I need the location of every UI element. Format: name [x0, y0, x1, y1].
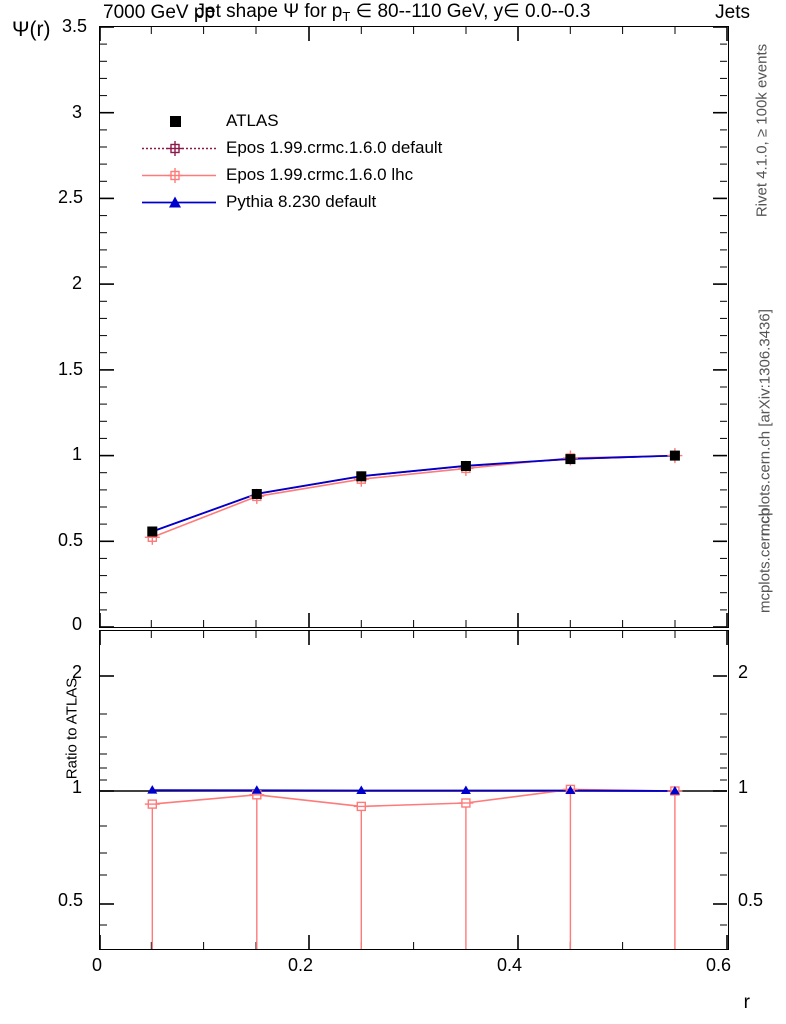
legend-label-epos-default: Epos 1.99.crmc.1.6.0 default	[226, 138, 443, 157]
header-right-label: Jets	[715, 2, 750, 23]
legend-label-atlas: ATLAS	[226, 111, 279, 130]
ratio-line-epos-lhc	[152, 789, 675, 806]
legend-marker-pythia	[140, 189, 218, 216]
ratio-line-pythia	[152, 790, 675, 791]
title-post: ∈ 80--110 GeV, y∈ 0.0--0.3	[350, 1, 591, 22]
ratio-errorbars-epos-lhc	[152, 789, 675, 949]
xtick-label-0.6: 0.6	[706, 955, 732, 975]
ratio-ytick-label-0.5-right: 0.5	[738, 890, 764, 910]
arxiv-reference-label: mcplots.cern.ch [arXiv:1306.3436]	[756, 309, 774, 536]
ratio-ytick-label-1-right: 1	[738, 777, 749, 797]
ytick-label-3.5: 3.5	[62, 16, 88, 36]
header-left-label: 7000 GeV pp	[103, 2, 215, 23]
x-axis-label: r	[743, 992, 750, 1013]
ytick-label-3: 3	[72, 102, 83, 122]
series-line-epos-default	[152, 456, 675, 532]
y-axis-label-main: Ψ(r)	[12, 18, 51, 41]
ytick-label-2: 2	[72, 273, 83, 293]
legend-marker-epos-default	[140, 135, 218, 162]
title-pre: Jet shape	[195, 1, 284, 22]
ytick-label-1: 1	[72, 444, 83, 464]
title-mid: for p	[299, 1, 343, 22]
rivet-version-label: Rivet 4.1.0, ≥ 100k events	[753, 43, 771, 218]
series-markers-atlas	[147, 451, 680, 537]
series-line-epos-lhc	[152, 456, 675, 538]
ytick-label-0: 0	[72, 614, 83, 634]
ytick-label-1.5: 1.5	[58, 359, 84, 379]
series-markers-pythia	[147, 451, 680, 535]
series-markers-epos-lhc	[145, 448, 683, 545]
ratio-plot-graphics	[99, 630, 729, 950]
ratio-ytick-label-2-left: 2	[72, 662, 83, 682]
legend-label-pythia: Pythia 8.230 default	[226, 192, 377, 211]
ratio-ytick-label-1-left: 1	[72, 777, 83, 797]
legend-label-epos-lhc: Epos 1.99.crmc.1.6.0 lhc	[226, 165, 414, 184]
xtick-label-0.4: 0.4	[497, 955, 523, 975]
y-axis-label-ratio: Ratio to ATLAS	[63, 677, 81, 780]
series-line-pythia	[152, 456, 675, 532]
xtick-label-0: 0	[92, 955, 103, 975]
legend-marker-atlas	[140, 108, 218, 135]
title-subscript: T	[342, 9, 351, 24]
title-psi: Ψ	[283, 1, 300, 22]
ratio-ytick-label-0.5-left: 0.5	[58, 890, 84, 910]
mcplots-site-label: mcplots.cern.ch	[756, 507, 774, 614]
ytick-label-0.5: 0.5	[58, 530, 84, 550]
ratio-ytick-label-2-right: 2	[738, 662, 749, 682]
legend-marker-epos-lhc	[140, 162, 218, 189]
xtick-label-0.2: 0.2	[288, 955, 314, 975]
ytick-label-2.5: 2.5	[58, 187, 84, 207]
